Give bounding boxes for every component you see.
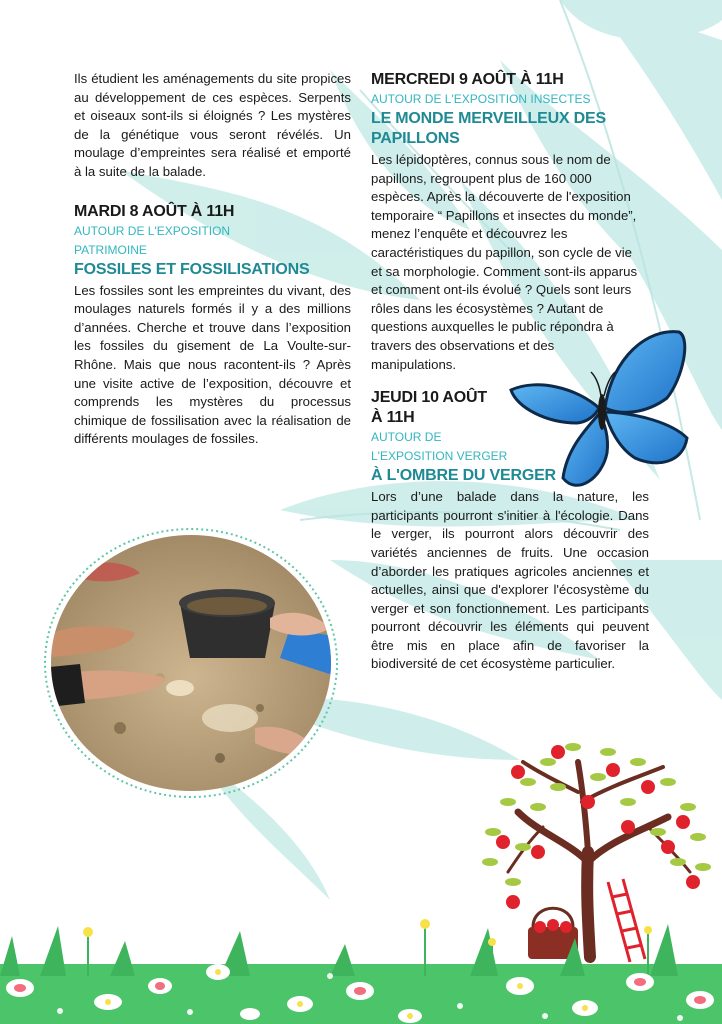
event-body: Les fossiles sont les empreintes du vivant, des moulages naturels formés il y a des millions d’années. Cherche et trouve dans l’exposition les fossiles du gisement de La Voulte-sur-Rhône. Mais que nous racontent-ils ? Après une visite active de l’exposition, découvre et comprends les mystères du processus chimique de fossilisation avec la réalisation de différents moulages de fossiles. [74,282,351,447]
event-kicker: AUTOUR DE [371,430,442,445]
event-kicker: PATRIMOINE [74,242,147,257]
event-date: JEUDI 10 AOÛT [371,389,487,407]
event-body: Les lépidoptères, connus sous le nom de papillons, regroupent plus de 160 000 espèces. Après la découverte de l'exposition temporaire “ Papillons et insectes du monde”, menez l’enquête et découvrez les caractéristiques du papillon, son cycle de vie et sa morphologie. Comment sont-ils apparus et comment ont-ils évolué ? Quels sont leurs rôles dans les écosystèmes ? Autant de questions auxquelles le public répondra à travers des observations et des manipulations. [371,152,638,372]
event-date: MARDI 8 AOÛT À 11H [74,202,235,220]
intro-paragraph: Ils étudient les aménagements du site propices au développement de ces espèces. Serpents et oiseaux sont-ils si éloignés ? Les mystères de la génétique vous seront révélés. Un moulage d’empreintes sera réalisé et emporté à la suite de la balade. [74,71,351,179]
grass-flowers-border [0,916,722,1024]
fossil-workshop-photo [40,528,342,798]
event-title: LE MONDE MERVEILLEUX DES PAPILLONS [371,110,606,147]
event-title: FOSSILES ET FOSSILISATIONS [74,260,310,278]
event-body: Lors d’une balade dans la nature, les participants pourront s'initier à l'écologie. Dans le verger, ils pourront alors découvrir des variétés anciennes de fruits. Une occasion d’aborder les pratiques agricoles anciennes et actuelles, ainsi que d'explorer l'écosystème du verger et son fonctionnement. Les participants pourront découvrir les éléments qui peuvent être mis en place afin de favoriser la biodiversité de cet écosystème particulier. [371,489,649,672]
event-date: MERCREDI 9 AOÛT À 11H [371,71,564,88]
event-kicker: AUTOUR DE L'EXPOSITION INSECTES [371,92,591,106]
event-kicker: L'EXPOSITION VERGER [371,449,508,464]
event-title: À L'OMBRE DU VERGER [371,467,556,485]
event-date: À 11H [371,409,415,427]
event-kicker: AUTOUR DE L'EXPOSITION [74,223,231,238]
butterfly-illustration [507,328,697,498]
left-column [74,70,351,449]
